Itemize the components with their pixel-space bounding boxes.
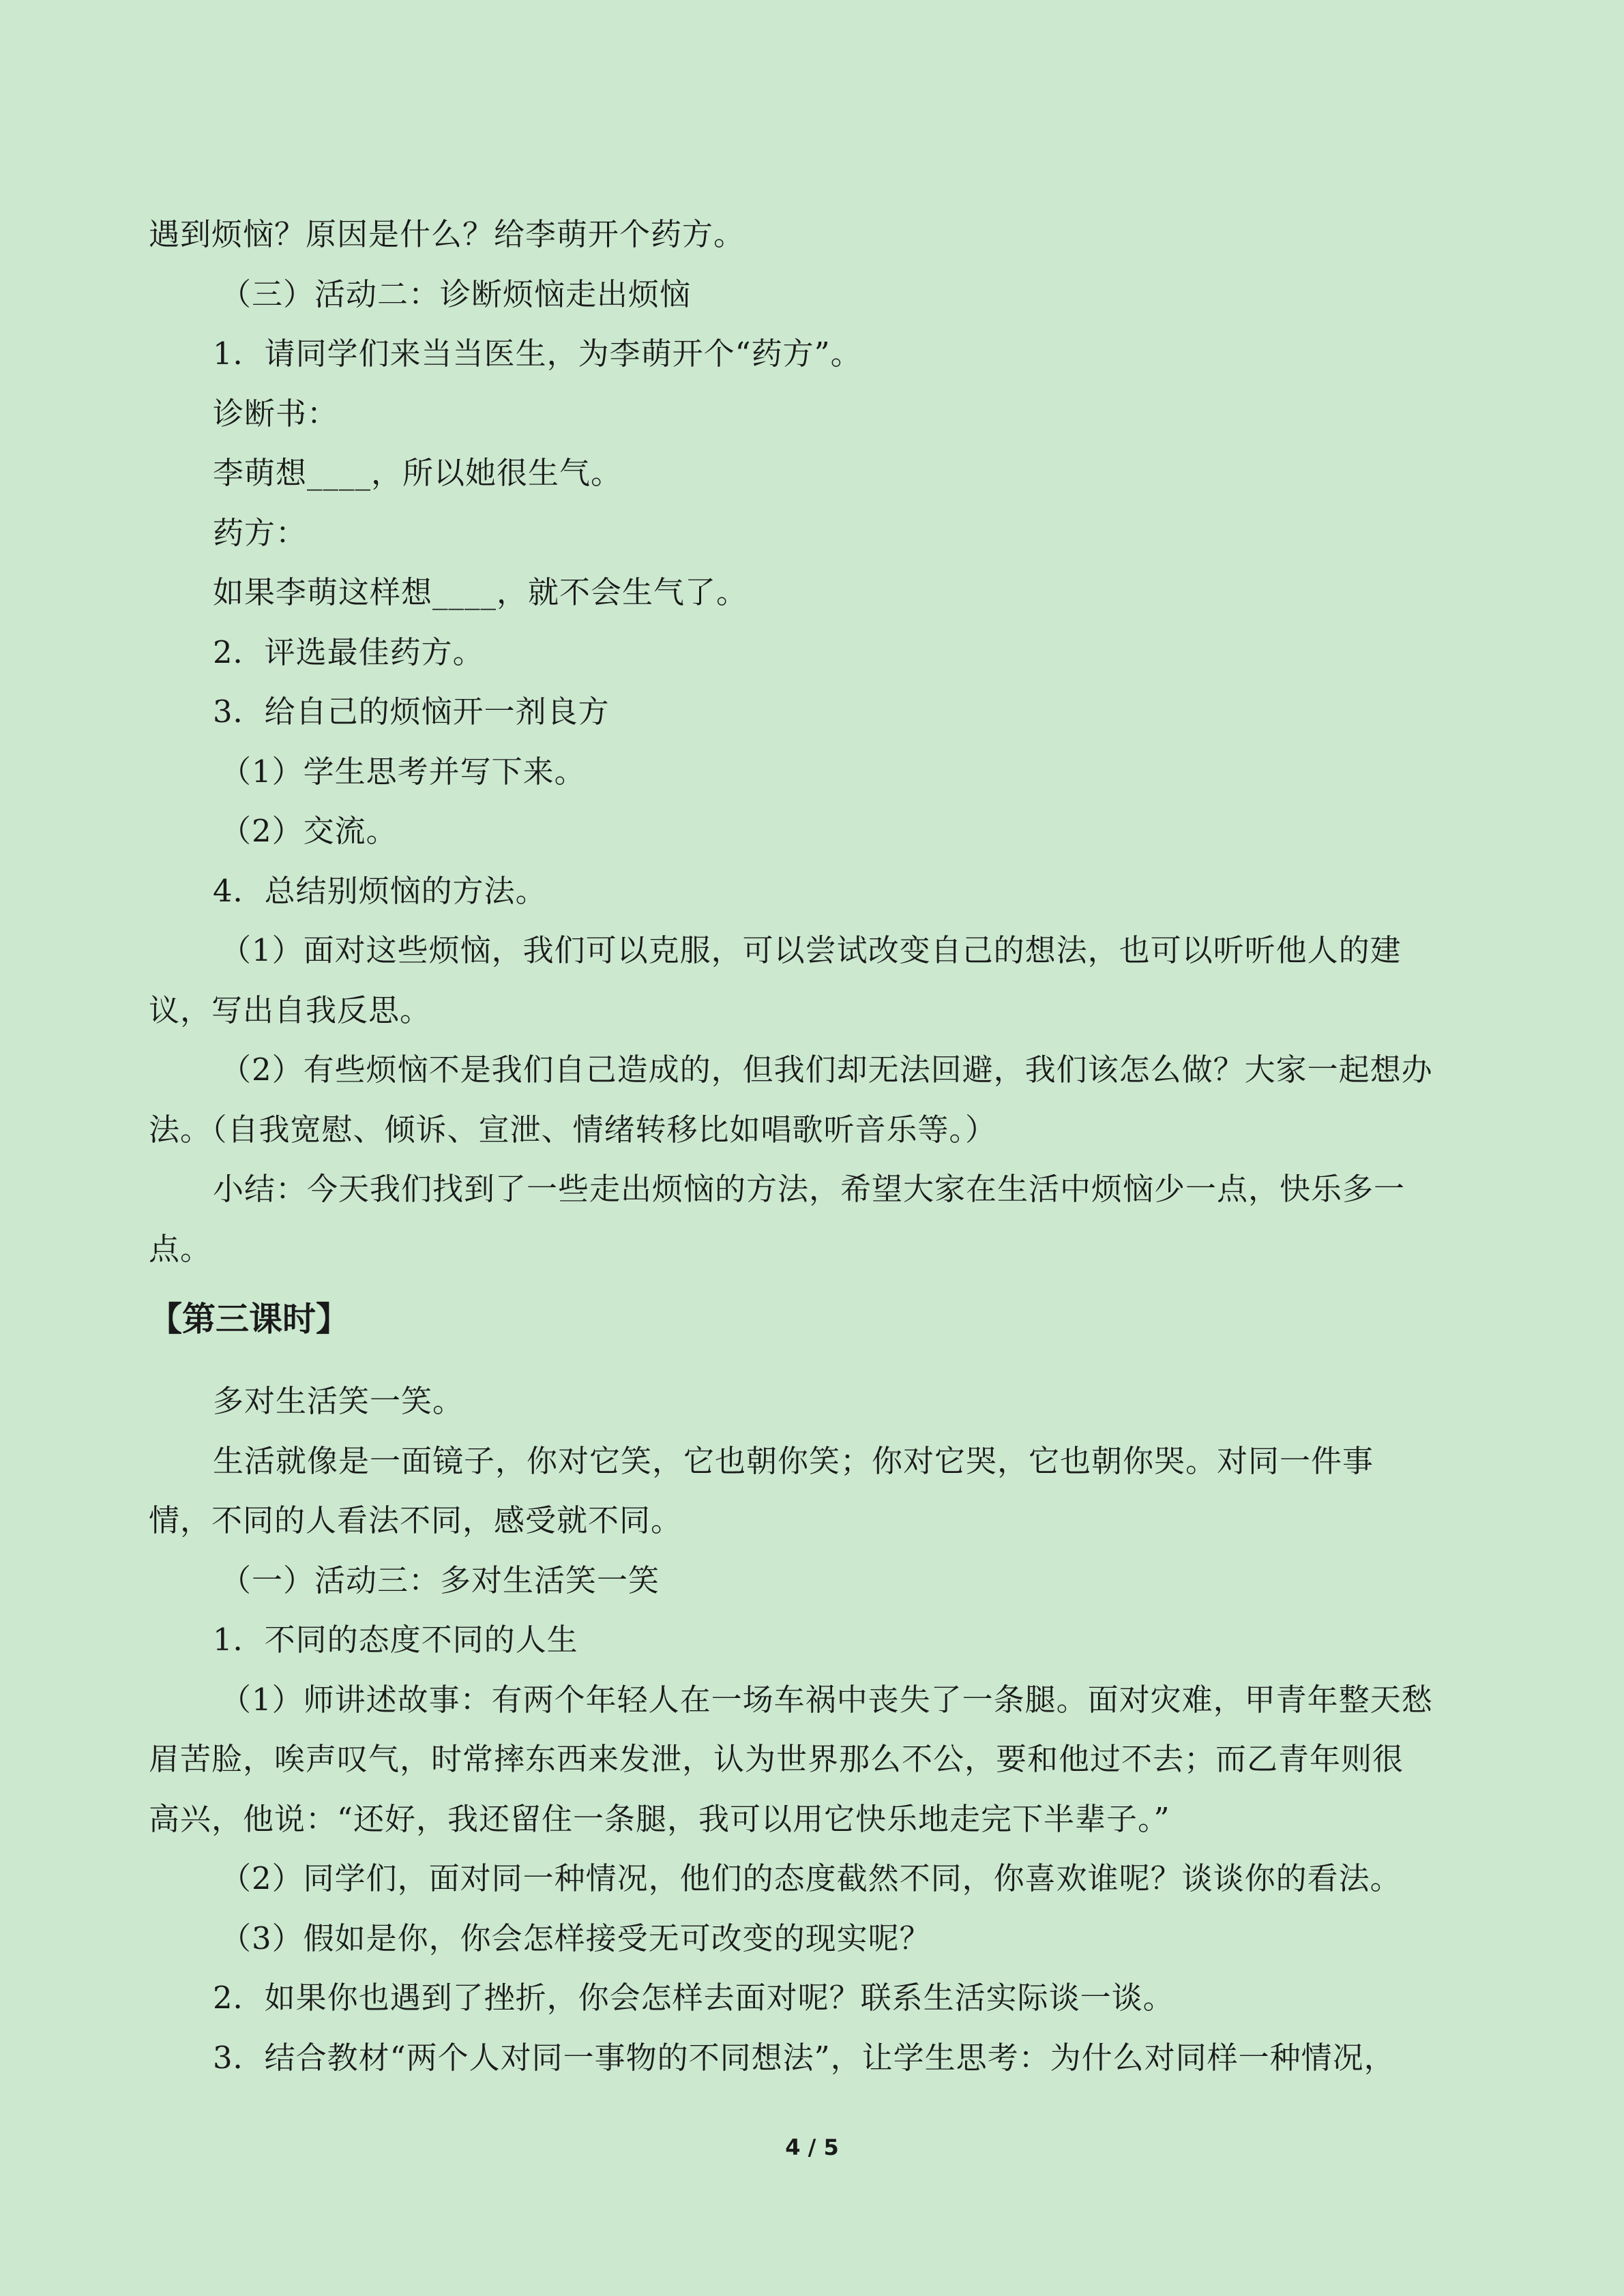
text-line: 3．结合教材“两个人对同一事物的不同想法”，让学生思考：为什么对同样一种情况，	[213, 2040, 1396, 2076]
text-line: 李萌想____，所以她很生气。	[213, 455, 623, 491]
text-line: 生活就像是一面镜子，你对它笑，它也朝你笑；你对它哭，它也朝你哭。对同一件事	[213, 1443, 1374, 1479]
text-line: 情，不同的人看法不同，感受就不同。	[149, 1502, 683, 1538]
text-line: （1）面对这些烦恼，我们可以克服，可以尝试改变自己的想法，也可以听听他人的建	[220, 932, 1402, 968]
text-line: 诊断书：	[213, 396, 339, 432]
text-line: 2．评选最佳药方。	[213, 634, 484, 670]
text-line: 3．给自己的烦恼开一剂良方	[213, 694, 610, 730]
text-line: 4．总结别烦恼的方法。	[213, 873, 547, 909]
text-line: （2）交流。	[220, 813, 398, 849]
text-line: 1．不同的态度不同的人生	[213, 1622, 578, 1658]
text-line: 眉苦脸，唉声叹气，时常摔东西来发泄，认为世界那么不公，要和他过不去；而乙青年则很	[149, 1741, 1404, 1777]
text-line: 1．请同学们来当当医生，为李萌开个“药方”。	[213, 336, 862, 372]
section-heading: 【第三课时】	[149, 1300, 350, 1339]
text-line: 多对生活笑一笑。	[213, 1383, 464, 1419]
text-line: （2）同学们，面对同一种情况，他们的态度截然不同，你喜欢谁呢？谈谈你的看法。	[220, 1860, 1402, 1896]
text-line: 如果李萌这样想____，就不会生气了。	[213, 574, 748, 610]
text-line: （2）有些烦恼不是我们自己造成的，但我们却无法回避，我们该怎么做？大家一起想办	[220, 1052, 1433, 1088]
page-number: 4 / 5	[785, 2134, 839, 2160]
text-line: 2．如果你也遇到了挫折，你会怎样去面对呢？联系生活实际谈一谈。	[213, 1980, 1175, 2016]
text-line: （1）师讲述故事：有两个年轻人在一场车祸中丧失了一条腿。面对灾难，甲青年整天愁	[220, 1682, 1433, 1718]
text-line: 小结：今天我们找到了一些走出烦恼的方法，希望大家在生活中烦恼少一点，快乐多一	[213, 1171, 1406, 1207]
text-line: （一）活动三：多对生活笑一笑	[220, 1562, 660, 1598]
text-line: 药方：	[213, 515, 308, 551]
text-line: 法。（自我宽慰、倾诉、宣泄、情绪转移比如唱歌听音乐等。）	[149, 1112, 997, 1148]
text-line: （3）假如是你，你会怎样接受无可改变的现实呢？	[220, 1920, 931, 1956]
text-line: 议，写出自我反思。	[149, 992, 432, 1028]
text-line: 遇到烦恼？原因是什么？给李萌开个药方。	[149, 216, 745, 252]
text-line: 高兴，他说：“还好，我还留住一条腿，我可以用它快乐地走完下半辈子。”	[149, 1801, 1170, 1837]
text-line: 点。	[149, 1231, 212, 1267]
text-line: （三）活动二：诊断烦恼走出烦恼	[220, 276, 692, 312]
text-line: （1）学生思考并写下来。	[220, 754, 586, 790]
